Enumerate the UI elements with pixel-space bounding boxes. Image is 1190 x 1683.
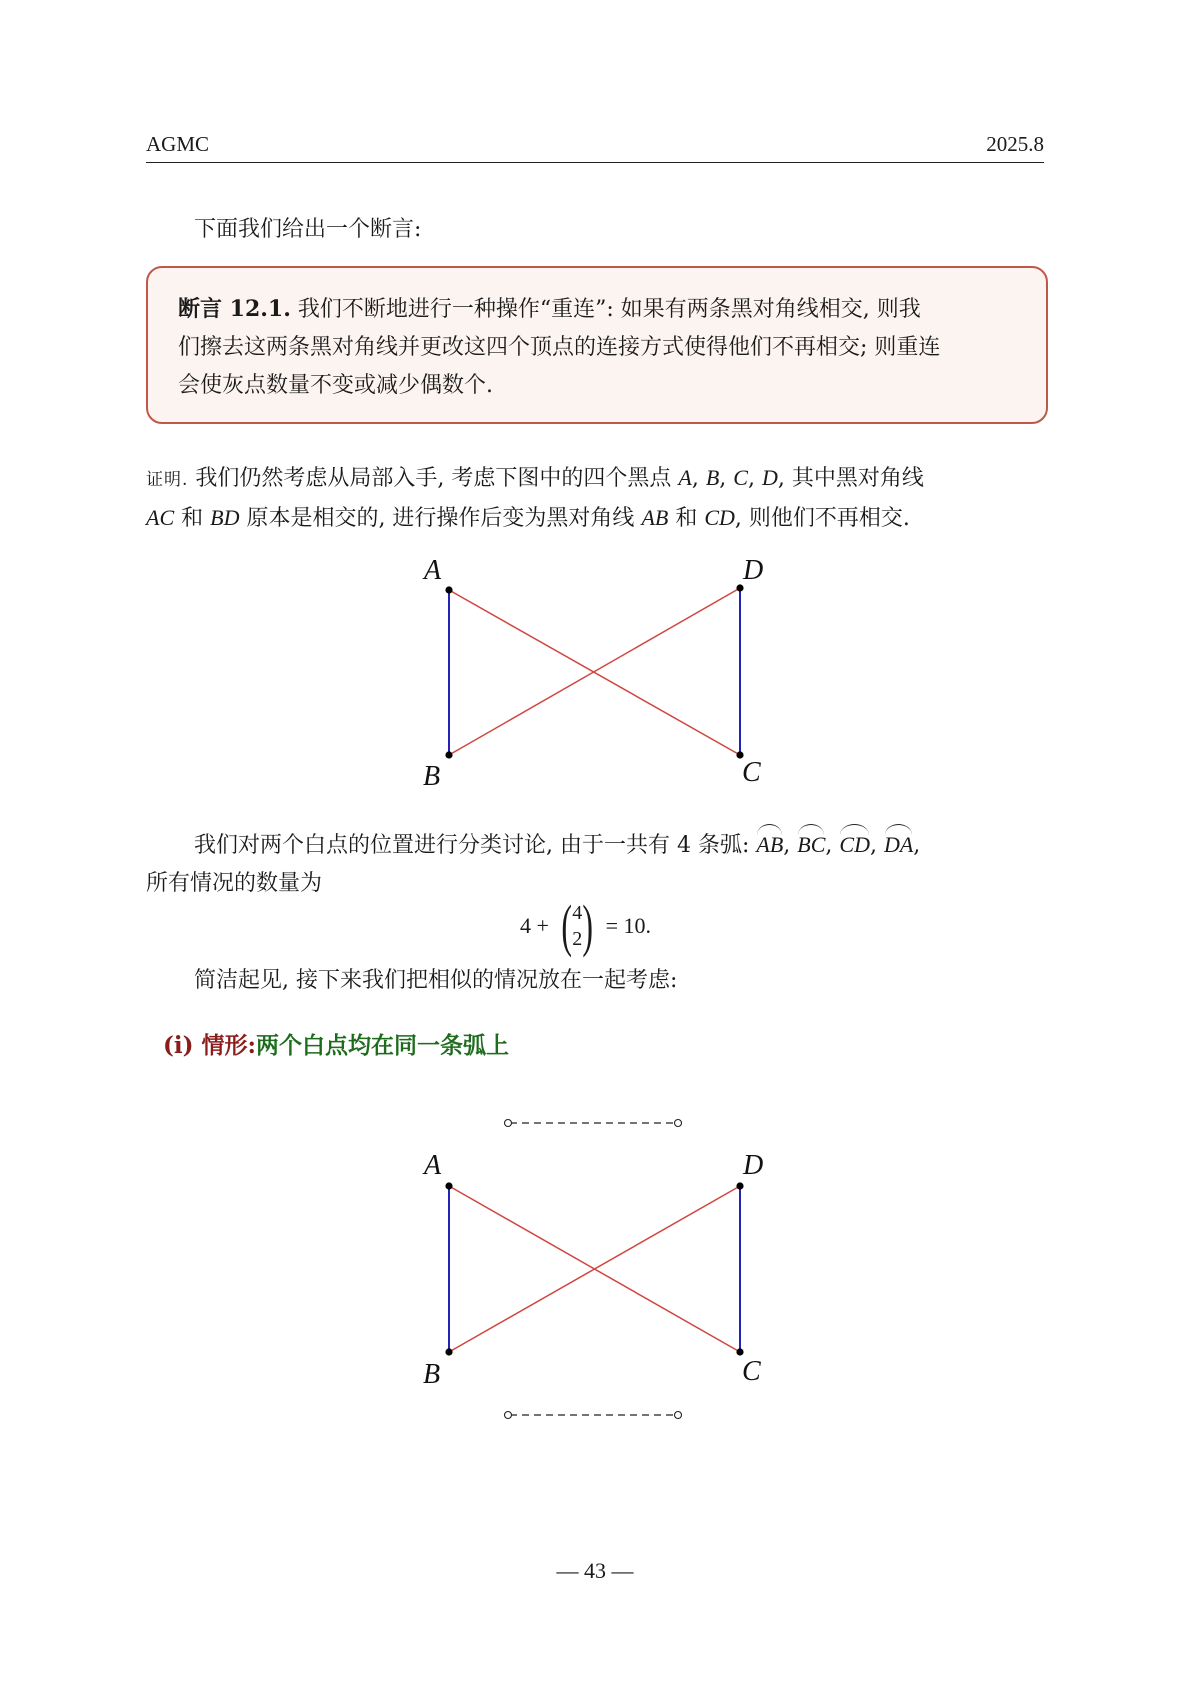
point-A <box>445 586 452 593</box>
math-C: C <box>733 465 748 490</box>
case-description: 两个白点均在同一条弧上 <box>256 1032 510 1059</box>
case-heading <box>163 1027 509 1060</box>
figure-2 <box>400 1110 780 1440</box>
and-1: 和 <box>174 506 211 531</box>
sep-3: , <box>747 466 762 491</box>
proof-text-1b: , 其中黑对角线 <box>777 466 924 491</box>
classification-text: 我们对两个白点的位置进行分类讨论, 由于一共有 4 条弧: <box>194 833 757 858</box>
assertion-label: 断言 12.1. <box>178 296 291 322</box>
assertion-line2: 们擦去这两条黑对角线并更改这四个顶点的连接方式使得他们不再相交; 则重连 <box>178 335 941 360</box>
math-AC: AC <box>146 505 175 530</box>
point-B <box>445 1348 452 1355</box>
formula-rhs: = 10. <box>605 913 651 938</box>
formula-lhs: 4 + <box>520 913 549 938</box>
label-A: A <box>424 1150 442 1181</box>
math-CD: CD <box>704 505 735 530</box>
math-D: D <box>761 465 778 490</box>
brief-text: 简洁起见, 接下来我们把相似的情况放在一起考虑: <box>194 968 678 993</box>
arc-sep-2: , <box>825 833 840 858</box>
assertion-box <box>146 266 1048 424</box>
case-number: (i) <box>163 1032 194 1059</box>
white-point-top-left <box>505 1120 512 1127</box>
header-right: 2025.8 <box>986 132 1044 156</box>
label-D: D <box>743 1150 764 1181</box>
header-left: AGMC <box>146 132 210 156</box>
arc-BC: BC <box>797 826 825 864</box>
proof-paragraph <box>146 459 1046 538</box>
label-B: B <box>423 1359 441 1390</box>
assertion-text <box>178 290 1016 405</box>
point-A <box>445 1182 452 1189</box>
figure-1 <box>400 545 780 795</box>
label-D: D <box>743 555 764 586</box>
math-A: A <box>678 465 692 490</box>
proof-text-2a: 原本是相交的, 进行操作后变为黑对角线 <box>239 506 642 531</box>
proof-text-1a: 我们仍然考虑从局部入手, 考虑下图中的四个黑点 <box>188 466 679 491</box>
binomial <box>557 893 598 958</box>
formula <box>520 893 651 958</box>
sep-2: , <box>719 466 734 491</box>
paren-left: ( <box>561 893 572 958</box>
proof-text-2b: , 则他们不再相交. <box>734 506 910 531</box>
white-point-bottom-left <box>505 1412 512 1419</box>
arc-AB: AB <box>756 826 783 864</box>
binomial-stack <box>572 900 582 952</box>
label-B: B <box>423 761 441 792</box>
point-B <box>445 751 452 758</box>
classification-line1 <box>146 826 1046 865</box>
arc-sep-1: , <box>783 833 798 858</box>
assertion-line3: 会使灰点数量不变或减少偶数个. <box>178 373 493 398</box>
page-number: — 43 — <box>556 1558 634 1583</box>
binomial-top: 4 <box>572 902 583 924</box>
assertion-line1: 我们不断地进行一种操作“重连”: 如果有两条黑对角线相交, 则我 <box>290 297 921 322</box>
and-2: 和 <box>668 506 705 531</box>
label-C: C <box>742 1356 761 1387</box>
math-AB: AB <box>641 505 669 530</box>
case-word: 情形: <box>201 1032 257 1059</box>
binomial-bottom: 2 <box>572 928 583 950</box>
point-C <box>736 1348 743 1355</box>
header-rule <box>146 162 1044 163</box>
arc-sep-3: , <box>869 833 884 858</box>
label-C: C <box>742 757 761 788</box>
label-A: A <box>424 555 442 586</box>
arc-DA: DA <box>884 826 913 864</box>
sep-1: , <box>691 466 706 491</box>
math-B: B <box>705 465 720 490</box>
classification-paragraph <box>146 826 1046 903</box>
arc-end: , <box>913 833 921 858</box>
proof-label: 证明. <box>146 470 189 490</box>
paren-right: ) <box>582 893 594 958</box>
classification-line2: 所有情况的数量为 <box>146 871 323 896</box>
math-BD: BD <box>210 505 240 530</box>
point-D <box>736 1182 743 1189</box>
white-point-bottom-right <box>675 1412 682 1419</box>
intro-text: 下面我们给出一个断言: <box>194 217 422 242</box>
arc-CD: CD <box>839 826 870 864</box>
white-point-top-right <box>675 1120 682 1127</box>
